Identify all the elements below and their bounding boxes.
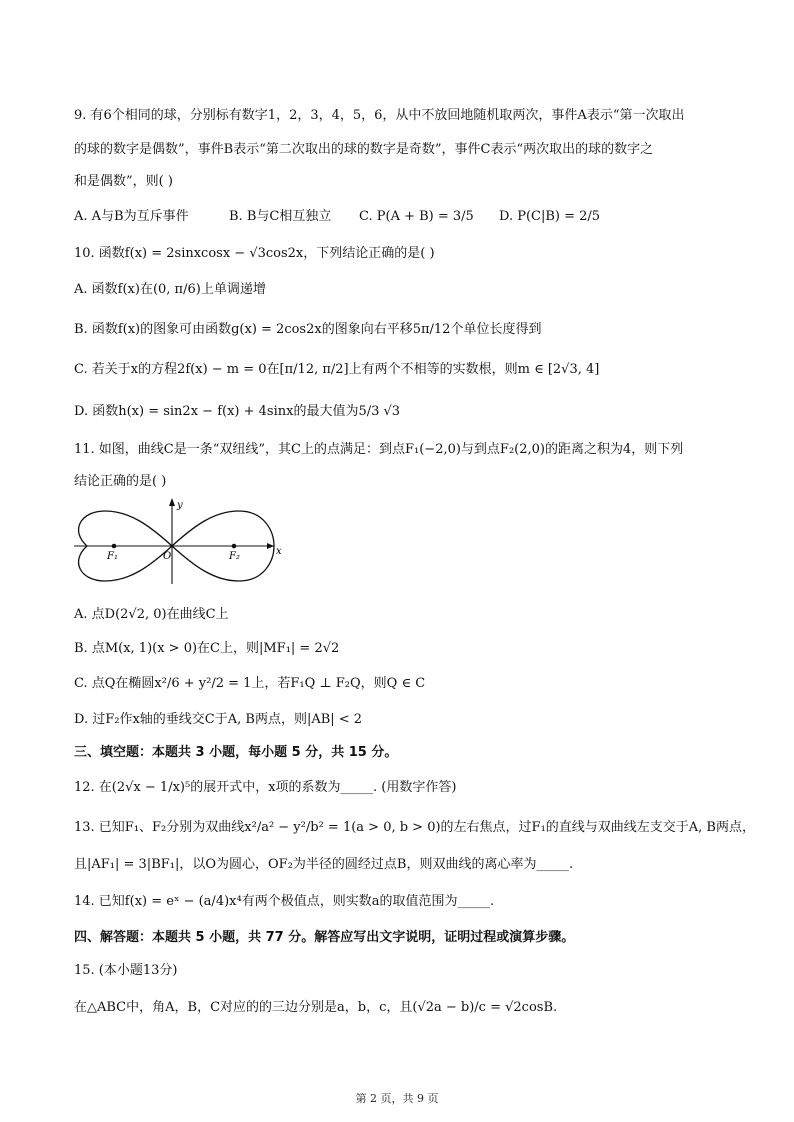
focus-f2-label: F₂ [229,551,240,562]
q9-option-a: A. A与B为互斥事件 [74,209,189,224]
x-axis-arrow [267,543,274,549]
q11-option-b: B. 点M(x, 1)(x > 0)在C上，则|MF₁| = 2√2 [74,641,340,656]
focus-f1-dot [112,544,117,549]
q10-stem: 10. 函数f(x) = 2sinxcosx − √3cos2x，下列结论正确的是( ) [74,246,435,261]
q10-option-c: C. 若关于x的方程2f(x) − m = 0在[π/12, π/2]上有两个不相等的实数根，则m ∈ [2√3, 4] [74,362,600,377]
q13-line-1: 13. 已知F₁、F₂分别为双曲线x²/a² − y²/b² = 1(a > 0, b > 0)的左右焦点，过F₁的直线与双曲线左支交于A, B两点， [74,820,755,835]
section-3-heading: 三、填空题：本题共 3 小题，每小题 5 分，共 15 分。 [74,745,398,760]
q11-option-d: D. 过F₂作x轴的垂线交C于A, B两点，则|AB| < 2 [74,712,363,727]
q9-options [74,205,600,224]
q12-text: 12. 在(2√x − 1/x)⁵的展开式中，x项的系数为_____. (用数字作答) [74,780,457,795]
q10-option-d: D. 函数h(x) = sin2x − f(x) + 4sinx的最大值为5/3 √3 [74,404,401,419]
q13-line-2: 且|AF₁| = 3|BF₁|，以O为圆心，OF₂为半径的圆经过点B，则双曲线的离心率为_____. [74,857,574,872]
section-4-heading: 四、解答题：本题共 5 小题，共 77 分。解答应写出文字说明，证明过程或演算步骤。 [74,930,575,945]
q9-option-c: C. P(A + B) = 3/5 [359,209,474,224]
q11-option-c: C. 点Q在椭圆x²/6 + y²/2 = 1上，若F₁Q ⊥ F₂Q，则Q ∈ C [74,676,426,691]
q9-line-2: 的球的数字是偶数”，事件B表示“第二次取出的球的数字是奇数”，事件C表示“两次取出的球的数字之 [74,142,654,157]
y-axis-arrow [169,498,175,506]
y-axis-label: y [177,500,183,511]
x-axis-label: x [276,546,282,557]
q15-stem: 在△ABC中，角A，B，C对应的的三边分别是a，b，c，且(√2a − b)/c = √2cosB. [74,1000,558,1015]
q9-line-1: 9. 有6个相同的球，分别标有数字1，2，3，4，5，6，从中不放回地随机取两次，事件A表示“第一次取出 [74,108,685,123]
q9-option-d: D. P(C|B) = 2/5 [499,209,601,224]
q11-option-a: A. 点D(2√2, 0)在曲线C上 [74,607,229,622]
page-footer: 第 2 页，共 9 页 [355,1092,439,1105]
q10-option-b: B. 函数f(x)的图象可由函数g(x) = 2cos2x的图象向右平移5π/12个单位长度得到 [74,322,542,337]
q14-text: 14. 已知f(x) = eˣ − (a/4)x⁴有两个极值点，则实数a的取值范围为_____. [74,894,495,909]
q9-option-b: B. B与C相互独立 [229,209,332,224]
q9-line-3: 和是偶数”，则( ) [74,174,173,189]
q11-line-2: 结论正确的是( ) [74,474,167,489]
focus-f1-label: F₁ [107,551,118,562]
q10-option-a: A. 函数f(x)在(0, π/6)上单调递增 [74,282,266,297]
q15-heading: 15. (本小题13分) [74,963,178,978]
focus-f2-dot [232,544,237,549]
q11-line-1: 11. 如图，曲线C是一条“双纽线”，其C上的点满足：到点F₁(−2,0)与到点F₂(2,0)的距离之积为4，则下列 [74,442,684,457]
lemniscate-figure [74,496,294,586]
origin-label: O [163,551,172,562]
